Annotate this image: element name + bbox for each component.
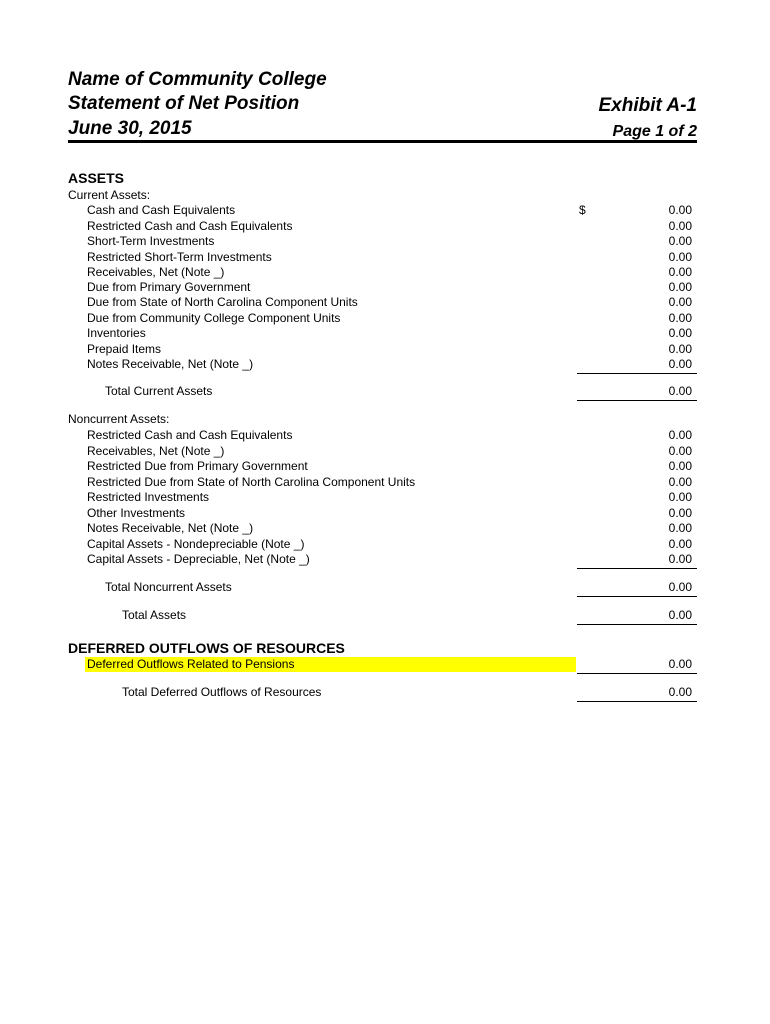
table-row: [0, 428, 770, 443]
total-deferred-outflows-row: [0, 685, 770, 700]
subtotal-rule: [577, 568, 697, 569]
table-row: [0, 357, 770, 372]
row-value: 0.00: [668, 384, 692, 398]
row-label: Notes Receivable, Net (Note _): [87, 521, 254, 535]
statement-date: June 30, 2015: [68, 118, 192, 139]
header-rule: [68, 140, 697, 143]
row-value: 0.00: [668, 250, 692, 264]
assets-heading: ASSETS: [68, 170, 125, 186]
total-rule: [577, 624, 697, 625]
total-rule: [577, 701, 697, 702]
dollar-sign: $: [579, 203, 586, 217]
row-value: 0.00: [668, 580, 692, 594]
table-row: [0, 219, 770, 234]
table-row: [0, 475, 770, 490]
row-label: Restricted Short-Term Investments: [87, 250, 272, 264]
table-row: [0, 490, 770, 505]
row-label: Restricted Cash and Cash Equivalents: [87, 428, 293, 442]
table-row: [0, 280, 770, 295]
row-value: 0.00: [668, 657, 692, 671]
noncurrent-assets-heading-label: Noncurrent Assets:: [68, 412, 170, 426]
row-label: Due from Primary Government: [87, 280, 251, 294]
total-noncurrent-assets-row: [0, 580, 770, 595]
total-rule: [577, 400, 697, 401]
row-value: 0.00: [668, 521, 692, 535]
row-label: Prepaid Items: [87, 342, 162, 356]
row-label: Restricted Due from State of North Carolina Component Units: [87, 475, 416, 489]
row-value: 0.00: [668, 552, 692, 566]
statement-title: Statement of Net Position: [68, 93, 300, 114]
row-label: Cash and Cash Equivalents: [87, 203, 236, 217]
table-row: [0, 506, 770, 521]
table-row: [0, 537, 770, 552]
subtotal-rule: [577, 673, 697, 674]
table-row: [0, 459, 770, 474]
table-row: [0, 203, 770, 218]
row-value: 0.00: [668, 506, 692, 520]
row-value: 0.00: [668, 265, 692, 279]
row-label: Receivables, Net (Note _): [87, 265, 225, 279]
row-value: 0.00: [668, 234, 692, 248]
row-label: Restricted Cash and Cash Equivalents: [87, 219, 293, 233]
row-label: Other Investments: [87, 506, 186, 520]
row-value: 0.00: [668, 280, 692, 294]
row-label: Due from Community College Component Units: [87, 311, 341, 325]
row-value: 0.00: [668, 608, 692, 622]
total-assets-row: [0, 608, 770, 623]
row-value: 0.00: [668, 357, 692, 371]
row-value: 0.00: [668, 475, 692, 489]
row-label: Deferred Outflows Related to Pensions: [87, 657, 295, 671]
row-value: 0.00: [668, 444, 692, 458]
row-value: 0.00: [668, 219, 692, 233]
table-row: [0, 657, 770, 672]
table-row: [0, 250, 770, 265]
table-row: [0, 326, 770, 341]
row-value: 0.00: [668, 459, 692, 473]
row-label: Total Current Assets: [105, 384, 213, 398]
subtotal-rule: [577, 373, 697, 374]
row-label: Capital Assets - Depreciable, Net (Note _): [87, 552, 310, 566]
row-label: Inventories: [87, 326, 146, 340]
row-label: Receivables, Net (Note _): [87, 444, 225, 458]
row-value: 0.00: [668, 295, 692, 309]
row-label: Total Deferred Outflows of Resources: [122, 685, 322, 699]
noncurrent-assets-heading: [0, 412, 770, 427]
table-row: [0, 444, 770, 459]
row-value: 0.00: [668, 326, 692, 340]
row-label: Due from State of North Carolina Component Units: [87, 295, 358, 309]
current-assets-heading-label: Current Assets:: [68, 188, 151, 202]
row-value: 0.00: [668, 311, 692, 325]
table-row: [0, 265, 770, 280]
row-label: Total Noncurrent Assets: [105, 580, 232, 594]
row-label: Restricted Due from Primary Government: [87, 459, 308, 473]
current-assets-heading: [0, 188, 770, 203]
row-value: 0.00: [668, 685, 692, 699]
page-number: Page 1 of 2: [612, 123, 697, 140]
table-row: [0, 521, 770, 536]
row-label: Total Assets: [122, 608, 187, 622]
row-label: Notes Receivable, Net (Note _): [87, 357, 254, 371]
row-value: 0.00: [668, 490, 692, 504]
college-name: Name of Community College: [68, 69, 327, 90]
row-value: 0.00: [668, 428, 692, 442]
table-row: [0, 311, 770, 326]
row-label: Capital Assets - Nondepreciable (Note _): [87, 537, 305, 551]
total-current-assets-row: [0, 384, 770, 399]
exhibit-label: Exhibit A-1: [598, 95, 697, 116]
table-row: [0, 234, 770, 249]
deferred-outflows-heading: DEFERRED OUTFLOWS OF RESOURCES: [68, 640, 345, 656]
row-label: Short-Term Investments: [87, 234, 215, 248]
table-row: [0, 342, 770, 357]
row-label: Restricted Investments: [87, 490, 210, 504]
table-row: [0, 295, 770, 310]
row-value: 0.00: [668, 342, 692, 356]
row-value: 0.00: [668, 203, 692, 217]
total-rule: [577, 596, 697, 597]
table-row: [0, 552, 770, 567]
row-value: 0.00: [668, 537, 692, 551]
